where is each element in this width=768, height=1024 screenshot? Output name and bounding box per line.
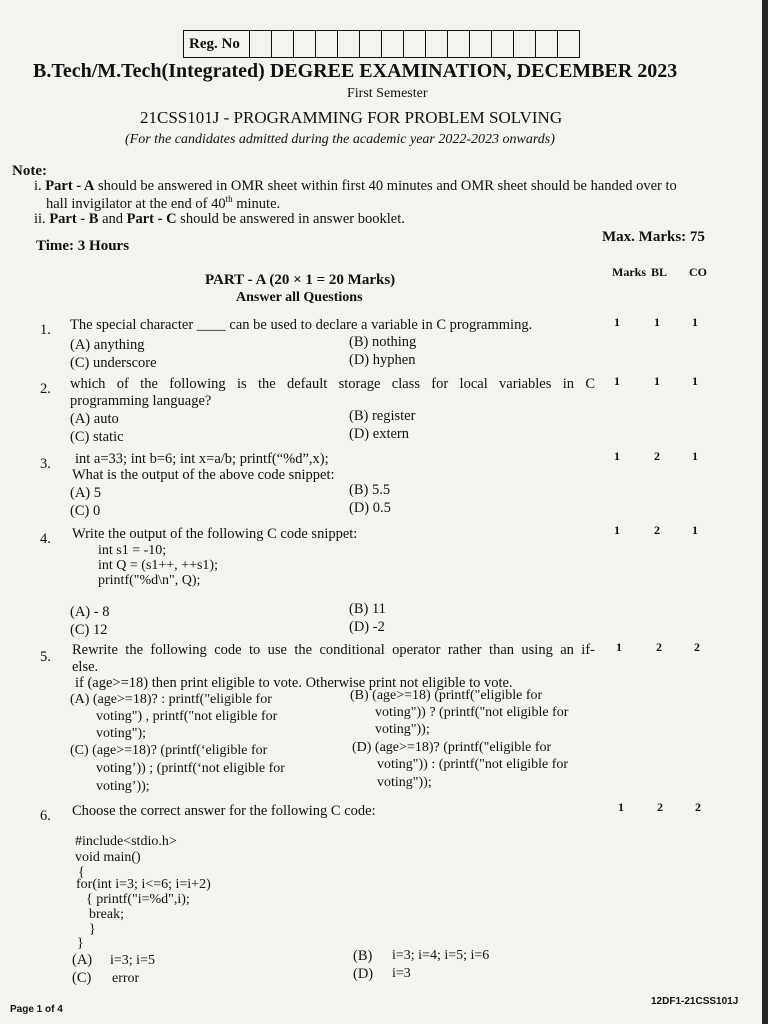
co-value: 2 — [695, 800, 701, 814]
option-d-label: (D) — [353, 966, 374, 982]
part-a-title: PART - A (20 × 1 = 20 Marks) — [205, 272, 396, 288]
bl-value: 2 — [656, 640, 662, 654]
code-line: void main() — [75, 850, 141, 865]
option-b-label: (B) — [353, 948, 373, 964]
option-a: (A) anything — [70, 337, 145, 353]
question-text: The special character ____ can be used to declare a variable in C programming. — [70, 317, 533, 333]
option-a-line: voting"); — [96, 726, 147, 741]
option-b: (B) register — [349, 408, 416, 424]
question-text: Choose the correct answer for the following C code: — [72, 803, 376, 819]
reg-no-cell[interactable] — [338, 31, 360, 57]
question-text-2: else. — [72, 659, 99, 675]
code-line: { — [78, 865, 85, 880]
question-text-2: programming language? — [70, 393, 212, 409]
reg-no-cell[interactable] — [558, 31, 579, 57]
option-b: (B) 5.5 — [349, 482, 391, 498]
co-value: 1 — [692, 523, 698, 537]
question-text: which of the following is the default storage class for local variables in C — [70, 376, 595, 392]
note-ii — [34, 211, 405, 228]
bl-value: 1 — [654, 374, 660, 388]
option-d: (D) extern — [349, 426, 409, 442]
bl-value: 1 — [654, 315, 660, 329]
note-i-line1 — [34, 178, 677, 195]
option-d: (D) hyphen — [349, 352, 416, 368]
bl-value: 2 — [654, 523, 660, 537]
option-d: (D) (age>=18)? (printf("eligible for — [352, 740, 552, 755]
code-line: int s1 = -10; — [98, 543, 167, 558]
reg-no-cell[interactable] — [316, 31, 338, 57]
question-number: 4. — [40, 531, 51, 547]
code-line: } — [89, 922, 96, 937]
note-ii-and: and — [98, 211, 127, 227]
co-value: 1 — [692, 449, 698, 463]
code-line: printf("%d\n", Q); — [98, 573, 201, 588]
co-value: 2 — [694, 640, 700, 654]
question-number: 1. — [40, 322, 51, 338]
reg-no-cell[interactable] — [294, 31, 316, 57]
code-line: #include<stdio.h> — [75, 834, 177, 849]
reg-no-cell[interactable] — [382, 31, 404, 57]
page-edge-shadow — [762, 0, 768, 1024]
option-c-line: voting’)) ; (printf(‘not eligible for — [96, 761, 285, 776]
paper-code: 12DF1-21CSS101J — [651, 996, 739, 1007]
marks-value: 1 — [614, 315, 620, 329]
page-number: Page 1 of 4 — [10, 1004, 63, 1015]
reg-no-cell[interactable] — [470, 31, 492, 57]
course-title: 21CSS101J - PROGRAMMING FOR PROBLEM SOLVING — [140, 108, 563, 127]
col-header-co: CO — [689, 265, 707, 279]
exam-title: B.Tech/M.Tech(Integrated) DEGREE EXAMINATION, DECEMBER 2023 — [33, 60, 678, 82]
question-number: 2. — [40, 381, 51, 397]
option-c: (C) underscore — [70, 355, 157, 371]
note-i-line2 — [46, 194, 280, 213]
max-marks: Max. Marks: 75 — [602, 229, 705, 245]
option-d-line: voting")) : (printf("not eligible for — [377, 757, 569, 772]
reg-no-cell[interactable] — [514, 31, 536, 57]
option-d: (D) -2 — [349, 619, 385, 635]
option-a-label: (A) — [72, 952, 93, 968]
option-b-line: voting")); — [375, 722, 430, 737]
reg-no-box — [183, 30, 580, 58]
option-c: (C) (age>=18)? (printf(‘eligible for — [70, 743, 268, 758]
option-a-line: voting") , printf("not eligible for — [96, 709, 278, 724]
semester: First Semester — [347, 86, 428, 101]
option-a: (A) 5 — [70, 485, 102, 501]
co-value: 1 — [692, 315, 698, 329]
candidates-note: (For the candidates admitted during the academic year 2022-2023 onwards) — [125, 132, 555, 147]
question-text-3: if (age>=18) then print eligible to vote. Otherwise print not eligible to vote. — [75, 675, 513, 691]
question-text: What is the output of the above code snippet: — [72, 467, 335, 483]
question-number: 6. — [40, 808, 51, 824]
code-line: } — [77, 936, 84, 951]
part-a-subtitle: Answer all Questions — [236, 290, 363, 305]
note-i-text: should be answered in OMR sheet within first 40 minutes and OMR sheet should be handed over to — [94, 178, 677, 194]
note-i-end: minute. — [232, 195, 281, 212]
note-i-part: Part - A — [45, 178, 95, 194]
option-c-line: voting’)); — [96, 779, 150, 794]
note-heading: Note: — [12, 163, 47, 179]
question-number: 5. — [40, 649, 51, 665]
option-c: (C) static — [70, 429, 124, 445]
reg-no-cell[interactable] — [404, 31, 426, 57]
col-header-bl: BL — [651, 265, 668, 279]
option-c: (C) 12 — [70, 622, 108, 638]
reg-no-cell[interactable] — [360, 31, 382, 57]
code-line: int Q = (s1++, ++s1); — [98, 558, 218, 573]
question-text: Write the output of the following C code snippet: — [72, 526, 358, 542]
bl-value: 2 — [654, 449, 660, 463]
reg-no-cell[interactable] — [492, 31, 514, 57]
option-d: (D) 0.5 — [349, 500, 391, 516]
question-code: int a=33; int b=6; int x=a/b; printf(“%d”,x); — [75, 451, 329, 467]
note-i-sup: th — [225, 194, 233, 204]
reg-no-label: Reg. No — [184, 31, 250, 57]
option-a: i=3; i=5 — [110, 953, 155, 968]
option-b-line: voting")) ? (printf("not eligible for — [375, 705, 569, 720]
reg-no-cell[interactable] — [426, 31, 448, 57]
note-ii-rest: should be answered in answer booklet. — [176, 211, 405, 227]
note-ii-part-c: Part - C — [126, 211, 177, 227]
reg-no-cell[interactable] — [448, 31, 470, 57]
co-value: 1 — [692, 374, 698, 388]
option-c-label: (C) — [72, 970, 92, 986]
option-d-line: voting")); — [377, 775, 432, 790]
option-b: (B) (age>=18) (printf("eligible for — [350, 688, 543, 703]
marks-value: 1 — [614, 449, 620, 463]
reg-no-cell[interactable] — [250, 31, 272, 57]
marks-value: 1 — [614, 374, 620, 388]
col-header-marks: Marks — [612, 265, 646, 279]
note-ii-prefix: ii. — [34, 211, 50, 227]
exam-time: Time: 3 Hours — [36, 238, 130, 254]
reg-no-cell[interactable] — [272, 31, 294, 57]
question-number: 3. — [40, 456, 51, 472]
reg-no-cell[interactable] — [536, 31, 558, 57]
note-i-text2: hall invigilator at the end of 40 — [46, 195, 226, 212]
bl-value: 2 — [657, 800, 663, 814]
option-c: (C) 0 — [70, 503, 101, 519]
code-line: for(int i=3; i<=6; i=i+2) — [76, 877, 211, 892]
note-i-prefix: i. — [34, 178, 46, 194]
option-d: i=3 — [392, 966, 411, 981]
option-c: error — [112, 971, 140, 986]
option-a: (A) (age>=18)? : printf("eligible for — [70, 692, 272, 707]
question-text: Rewrite the following code to use the conditional operator rather than using an if- — [72, 642, 595, 658]
code-line: break; — [89, 907, 124, 922]
code-line: { printf("i=%d",i); — [86, 892, 190, 907]
marks-value: 1 — [614, 523, 620, 537]
note-ii-part-b: Part - B — [49, 211, 99, 227]
marks-value: 1 — [616, 640, 622, 654]
option-a: (A) auto — [70, 411, 119, 427]
option-a: (A) - 8 — [70, 604, 110, 620]
option-b: i=3; i=4; i=5; i=6 — [392, 948, 490, 963]
option-b: (B) 11 — [349, 601, 386, 617]
option-b: (B) nothing — [349, 334, 417, 350]
marks-value: 1 — [618, 800, 624, 814]
